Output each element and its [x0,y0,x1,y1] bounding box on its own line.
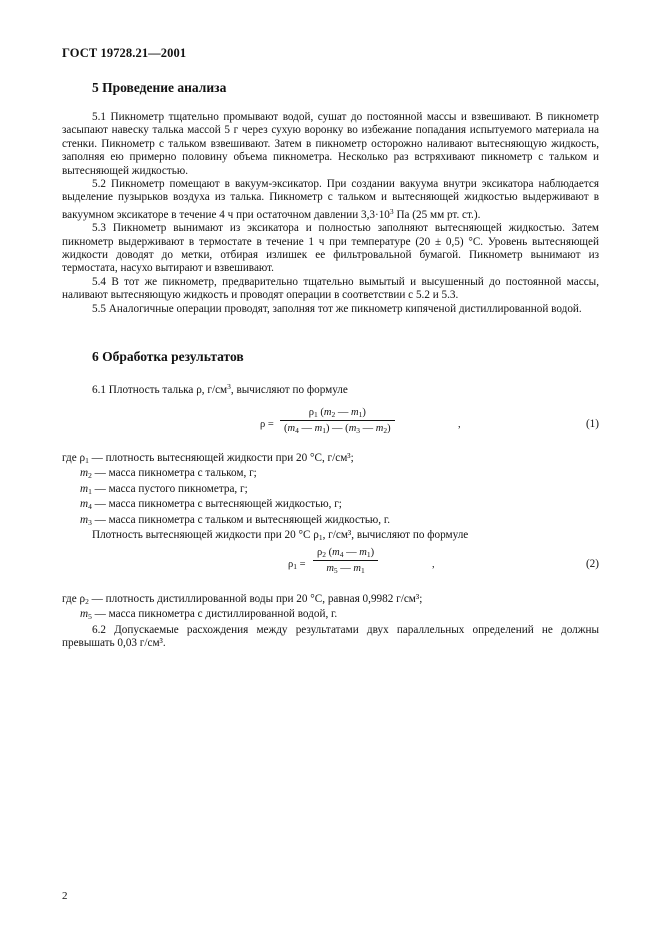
formula-2-denominator: $m_5$ — $m_1$ [326,563,365,575]
formula-2-number: (2) [585,558,599,570]
formula-1-number: (1) [585,418,599,430]
document-header: ГОСТ 19728.21—2001 [62,46,187,60]
formula-2-lhs: $\rho_1$ = [288,559,306,571]
formula-1 [62,407,599,447]
formula-2-legend [62,593,599,651]
formula-1-comma: , [458,419,461,430]
paragraph-5-4: 5.4 В тот же пикнометр, предварительно тщательно вымытый и высушенный до постоянной массы, наливают вытесняющую жидкость и проводят операции в соответствии с 5.2 и 5.3. [62,275,599,302]
paragraph-6-1: 6.1 Плотность талька ρ, $г/см^3$, вычисляют по формуле [92,382,348,396]
legend-1-row-0: где $\rho_1$ — плотность вытесняющей жидкости при 20 °С, г/см³; [62,452,354,465]
formula-1-legend [62,452,599,544]
paragraph-5-3: 5.3 Пикнометр вынимают из эксикатора и полностью заполняют вытесняющей жидкостью. Затем пикнометр выдерживают в термостате в течение 1 ч при температуре (20 ± 0,5) °С. Уровень вытесняющей жидкости доводят до метки, отбирая излишек ее фильтровальной бумагой. Пикнометр вынимают из термостата, насухо вытирают и взвешивают. [62,222,599,275]
formula-2 [62,547,599,587]
legend-1-row-3: $m_4$ — масса пикнометра с вытесняющей жидкостью, г; [80,498,342,512]
formula-2-numerator: $\rho_2$ ($m_4$ — $m_1$) [313,547,378,561]
legend-2-row-1: $m_5$ — масса пикнометра с дистиллированной водой, г. [80,608,338,622]
paragraph-5-5: 5.5 Аналогичные операции проводят, заполняя тот же пикнометр кипяченой дистиллированной водой. [92,302,582,315]
section-5-title: 5 Проведение анализа [92,80,227,95]
formula-2-comma: , [432,559,435,570]
formula-1-fraction [280,407,395,435]
section-5-body [62,111,599,316]
formula-2-fraction [313,547,378,575]
page-number: 2 [62,890,68,902]
paragraph-5-1: 5.1 Пикнометр тщательно промывают водой, сушат до постоянной массы и взвешивают. В пикнометр засыпают навеску талька массой 5 г через сухую воронку во избежание попадания испытуемого материала на стенки. Пикнометр с тальком взвешивают. Затем в пикнометр осторожно наливают вытесняющую жидкость, заполняя ею примерно половину объема пикнометра. Несколько раз встряхивают пикнометр с тальком и вытесняющей жидкостью. [62,111,599,177]
formula-1-numerator: $\rho_1$ ($m_2$ — $m_1$) [280,407,395,421]
legend-2-row-0: где $\rho_2$ — плотность дистиллированной воды при 20 °С, равная 0,9982 г/см³; [62,593,423,606]
legend-1-row-4: $m_3$ — масса пикнометра с тальком и вытесняющей жидкостью, г. [80,513,391,527]
section-6-title: 6 Обработка результатов [92,349,244,364]
legend-1-row-2: $m_1$ — масса пустого пикнометра, г; [80,482,248,496]
formula-1-denominator: ($m_4$ — $m_1$) — ($m_3$ — $m_2$) [284,423,391,435]
formula-1-lhs: ρ = [260,419,274,430]
legend-1-row-1: $m_2$ — масса пикнометра с тальком, г; [80,467,257,481]
paragraph-6-2: 6.2 Допускаемые расхождения между результатами двух параллельных определений не должны превышать 0,03 г/см³. [62,623,599,650]
paragraph-5-2: 5.2 Пикнометр помещают в вакуум-эксикатор. При создании вакуума внутри эксикатора наблюдается выделение пузырьков воздуха из талька. Пикнометр с тальком и вытесняющей жидкостью выдерживают в вакуумном эксикаторе в течение 4 ч при остаточном давлении $3,3\cdot 10^3$ Па (25 мм рт. ст.). [62,178,599,221]
paragraph-rho1-intro: Плотность вытесняющей жидкости при 20 °С $\rho_1$, г/см³, вычисляют по формуле [92,529,469,543]
